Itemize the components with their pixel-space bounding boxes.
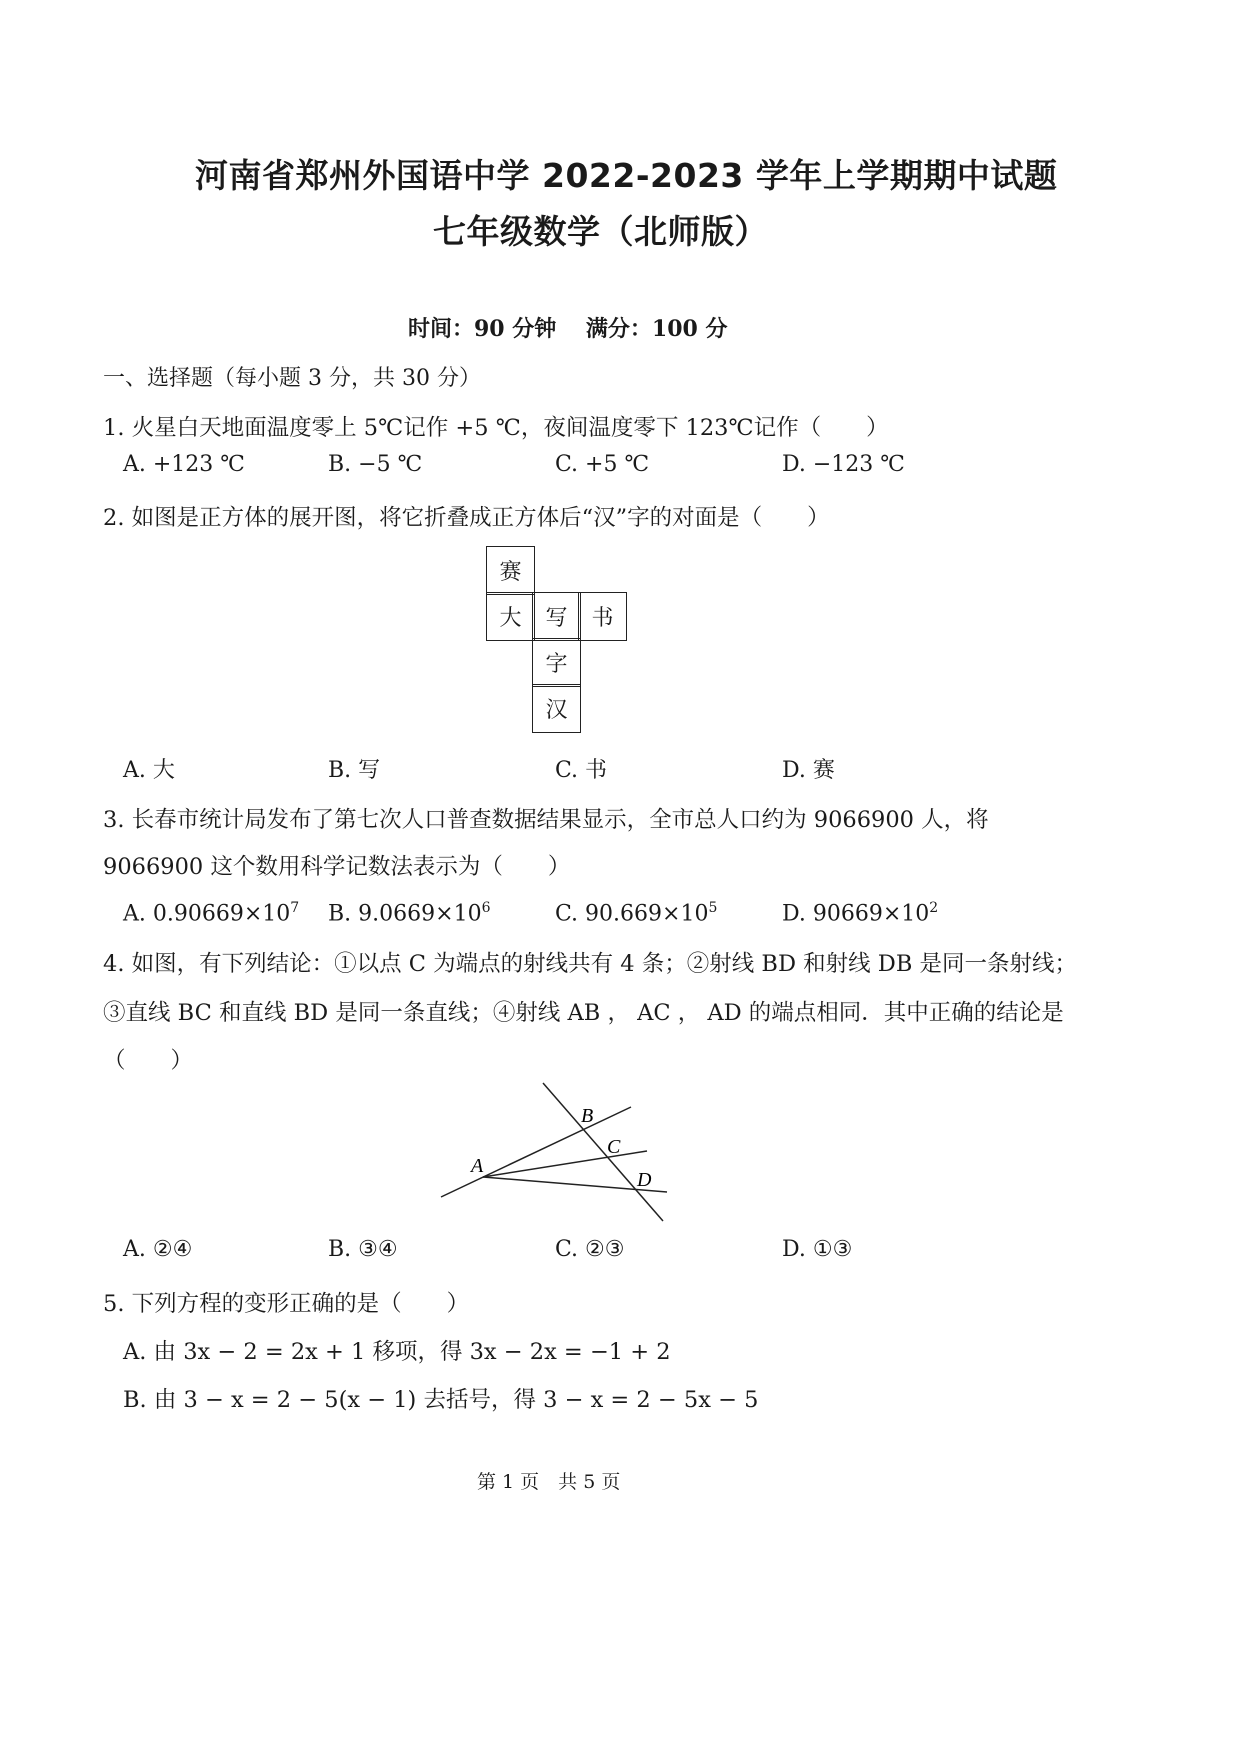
exam-subtitle: 七年级数学（北师版） [433,212,768,251]
exam-title: 河南省郑州外国语中学 2022-2023 学年上学期期中试题 [195,156,1058,195]
q1-option-b: B. −5 ℃ [328,452,423,477]
question-4-stem-line2: ③直线 BC 和直线 BD 是同一条直线；④射线 AB ， AC ， AD 的端点相同．其中正确的结论是 [103,1000,1064,1026]
point-label-c: C [607,1136,621,1158]
exam-meta: 时间：90 分钟 满分：100 分 [408,316,728,342]
cube-net-figure [486,546,626,730]
q4-option-c: C. ②③ [555,1237,625,1262]
net-cell-shu: 书 [578,592,627,641]
q4-option-a: A. ②④ [123,1237,193,1262]
line-AC [483,1151,647,1177]
question-4-stem-line1: 4. 如图，有下列结论：①以点 C 为端点的射线共有 4 条；②射线 BD 和射线 DB 是同一条射线； [103,951,1078,977]
point-label-a: A [471,1155,484,1177]
q3-option-b: B. $9.0669\times 10^6$ [328,900,491,927]
net-cell-xie: 写 [532,592,581,641]
net-cell-han: 汉 [532,684,581,733]
q3-option-d: D. $90669\times 10^2$ [782,900,939,927]
q4-option-d: D. ①③ [782,1237,853,1262]
question-3-stem-line1: 3. 长春市统计局发布了第七次人口普查数据结果显示，全市总人口约为 9066900 人，将 [103,807,989,833]
net-cell-da: 大 [486,592,535,641]
q2-option-c: C. 书 [555,758,608,783]
q3-option-a: A. $0.90669\times 10^7$ [123,900,300,927]
question-3-stem-line2: 9066900 这个数用科学记数法表示为（ ） [103,854,571,880]
q5-option-a: A. 由 3x − 2 = 2x + 1 移项，得 3x − 2x = −1 + 2 [123,1339,671,1365]
page-footer: 第 1 页 共 5 页 [477,1471,621,1493]
rays-figure [435,1075,675,1225]
point-label-d: D [637,1169,652,1191]
point-label-b: B [581,1105,594,1127]
q3-option-c: C. $90.669\times 10^5$ [555,900,718,927]
q1-option-a: A. +123 ℃ [123,452,245,477]
q1-option-d: D. −123 ℃ [782,452,905,477]
question-4-stem-line3: （ ） [103,1048,194,1074]
q4-option-b: B. ③④ [328,1237,398,1262]
net-cell-sai: 赛 [486,546,535,595]
q2-option-d: D. 赛 [782,758,835,783]
net-cell-zi: 字 [532,638,581,687]
section-heading: 一、选择题（每小题 3 分，共 30 分） [103,366,481,391]
question-2-stem: 2. 如图是正方体的展开图，将它折叠成正方体后“汉”字的对面是（ ） [103,505,830,531]
q2-option-b: B. 写 [328,758,381,783]
question-1-stem: 1. 火星白天地面温度零上 5℃记作 +5 ℃，夜间温度零下 123℃记作（ ） [103,415,889,441]
question-5-stem: 5. 下列方程的变形正确的是（ ） [103,1291,470,1317]
q5-option-b: B. 由 3 − x = 2 − 5(x − 1) 去括号，得 3 − x = 2 − 5x − 5 [123,1387,759,1413]
q2-option-a: A. 大 [123,758,175,783]
q1-option-c: C. +5 ℃ [555,452,650,477]
